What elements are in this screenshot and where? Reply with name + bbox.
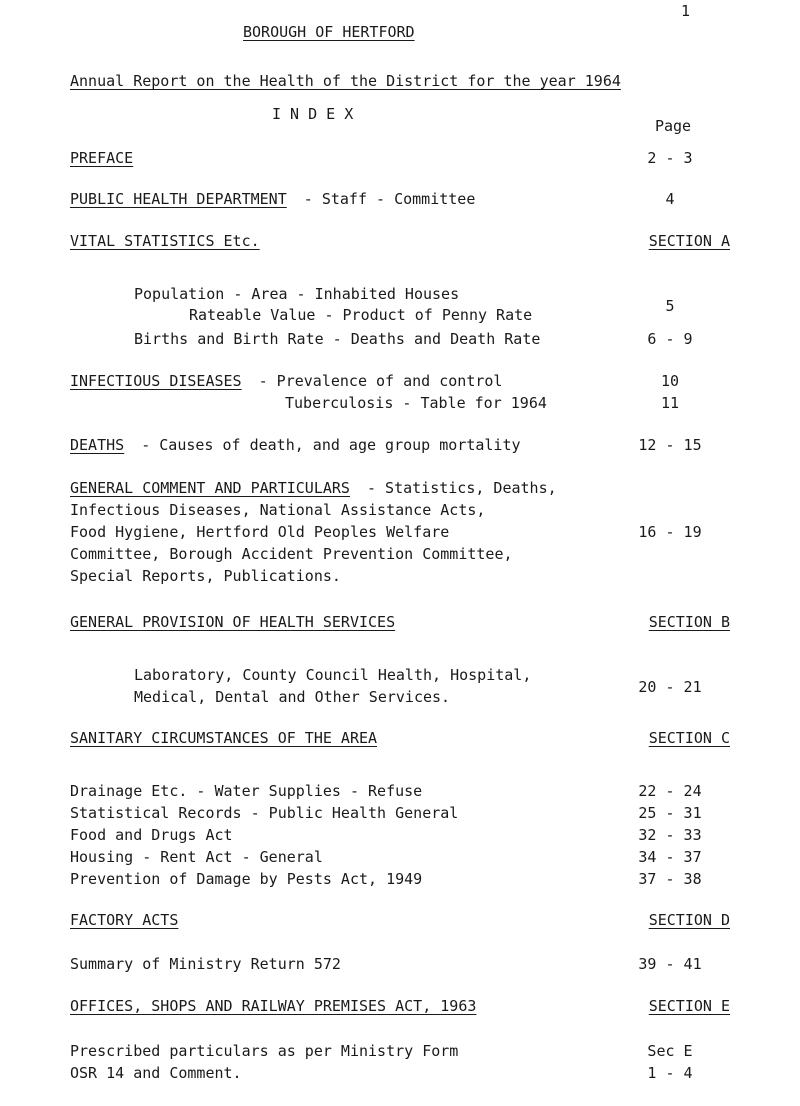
sanitary-row-text: Housing - Rent Act - General <box>70 848 323 866</box>
offices-act-section: SECTION E <box>648 997 730 1015</box>
vital-pages-1: 5 <box>665 297 675 315</box>
deaths-rest: - Causes of death, and age group mortality <box>141 436 521 454</box>
general-comment-rest: - Statistics, Deaths, <box>367 479 557 497</box>
preface-label: PREFACE <box>70 149 134 167</box>
infectious-label: INFECTIOUS DISEASES <box>70 372 242 390</box>
sanitary-section: SECTION C <box>648 729 730 747</box>
page-number: 1 <box>680 2 690 20</box>
factory-acts-pages: 39 - 41 <box>638 955 702 973</box>
report-subtitle: Annual Report on the Health of the District for the year 1964 <box>70 72 621 90</box>
page-column-heading: Page <box>654 117 692 135</box>
sanitary-row-text: Food and Drugs Act <box>70 826 233 844</box>
general-provision-line-1: Laboratory, County Council Health, Hospital, <box>134 666 532 684</box>
infectious-entry <box>70 372 502 390</box>
deaths-entry <box>70 436 521 454</box>
infectious-rest: - Prevalence of and control <box>258 372 503 390</box>
public-health-entry <box>70 190 475 208</box>
sanitary-row-pages: 37 - 38 <box>638 870 702 888</box>
public-health-pages: 4 <box>665 190 675 208</box>
general-comment-pages: 16 - 19 <box>638 523 702 541</box>
preface-pages: 2 - 3 <box>647 149 693 167</box>
infectious-line-2: Tuberculosis - Table for 1964 <box>285 394 547 412</box>
offices-act-pages-2: 1 - 4 <box>647 1064 693 1082</box>
vital-line-1: Population - Area - Inhabited Houses <box>134 285 460 303</box>
factory-acts-label: FACTORY ACTS <box>70 911 179 929</box>
sanitary-row-text: Statistical Records - Public Health General <box>70 804 459 822</box>
sanitary-row-pages: 32 - 33 <box>638 826 702 844</box>
general-comment-line-1: Infectious Diseases, National Assistance Acts, <box>70 501 486 519</box>
general-comment-entry <box>70 479 557 497</box>
general-provision-pages: 20 - 21 <box>638 678 702 696</box>
vital-pages-2: 6 - 9 <box>647 330 693 348</box>
vital-statistics-label: VITAL STATISTICS Etc. <box>70 232 260 250</box>
factory-acts-section: SECTION D <box>648 911 730 929</box>
vital-line-2: Rateable Value - Product of Penny Rate <box>189 306 533 324</box>
general-provision-line-2: Medical, Dental and Other Services. <box>134 688 451 706</box>
general-provision-section: SECTION B <box>648 613 730 631</box>
sanitary-row-pages: 34 - 37 <box>638 848 702 866</box>
public-health-rest: - Staff - Committee <box>303 190 476 208</box>
vital-statistics-section: SECTION A <box>648 232 730 250</box>
infectious-pages-1: 10 <box>660 372 680 390</box>
sanitary-label: SANITARY CIRCUMSTANCES OF THE AREA <box>70 729 378 747</box>
offices-act-line-1: Prescribed particulars as per Ministry Form <box>70 1042 459 1060</box>
index-heading: I N D E X <box>272 105 354 123</box>
deaths-pages: 12 - 15 <box>638 436 702 454</box>
general-comment-line-2: Food Hygiene, Hertford Old Peoples Welfare <box>70 523 450 541</box>
sanitary-row-text: Prevention of Damage by Pests Act, 1949 <box>70 870 423 888</box>
general-comment-line-3: Committee, Borough Accident Prevention Committee, <box>70 545 513 563</box>
factory-acts-line: Summary of Ministry Return 572 <box>70 955 341 973</box>
offices-act-pages-1: Sec E <box>647 1042 693 1060</box>
infectious-pages-2: 11 <box>660 394 680 412</box>
vital-line-3: Births and Birth Rate - Deaths and Death Rate <box>134 330 541 348</box>
general-comment-line-4: Special Reports, Publications. <box>70 567 341 585</box>
general-comment-label: GENERAL COMMENT AND PARTICULARS <box>70 479 350 497</box>
deaths-label: DEATHS <box>70 436 125 454</box>
offices-act-line-2: OSR 14 and Comment. <box>70 1064 242 1082</box>
sanitary-row-pages: 25 - 31 <box>638 804 702 822</box>
report-title: BOROUGH OF HERTFORD <box>243 23 415 41</box>
sanitary-row-text: Drainage Etc. - Water Supplies - Refuse <box>70 782 423 800</box>
offices-act-label: OFFICES, SHOPS AND RAILWAY PREMISES ACT, 1963 <box>70 997 477 1015</box>
sanitary-row-pages: 22 - 24 <box>638 782 702 800</box>
general-provision-label: GENERAL PROVISION OF HEALTH SERVICES <box>70 613 396 631</box>
public-health-label: PUBLIC HEALTH DEPARTMENT <box>70 190 287 208</box>
